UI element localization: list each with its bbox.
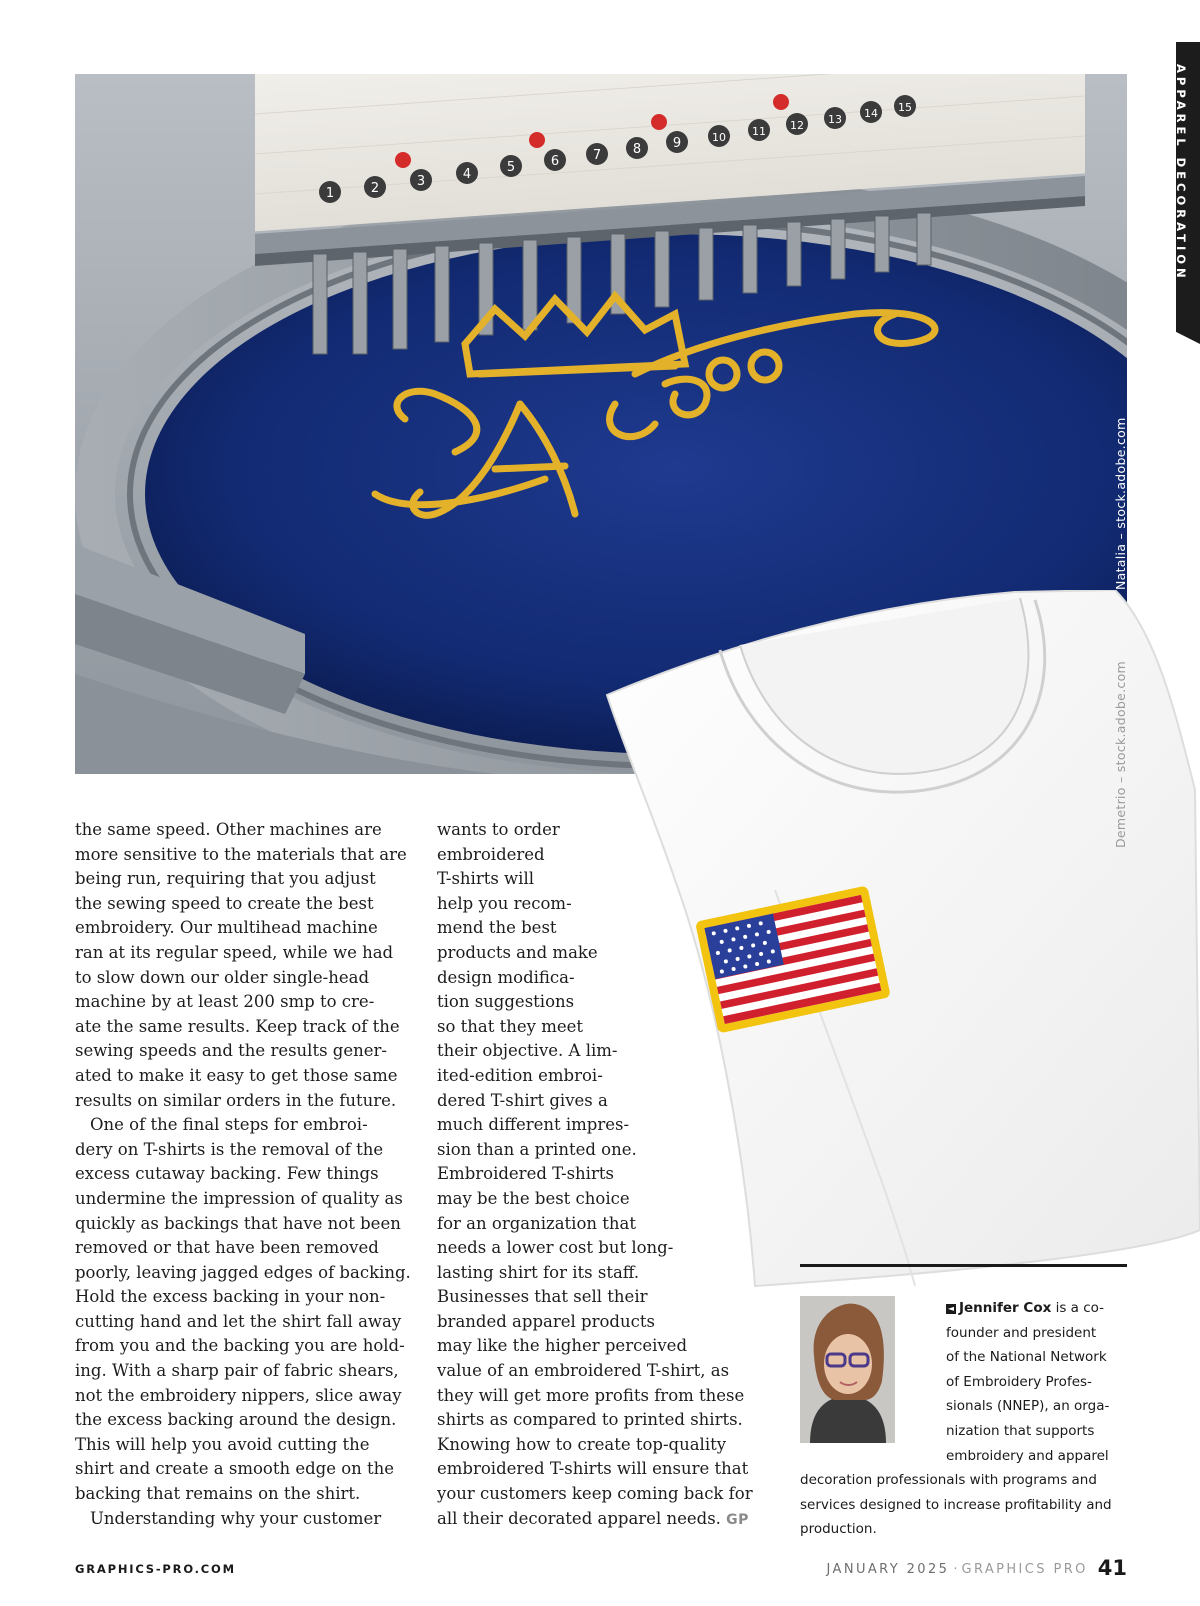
section-tab-label: APPAREL DECORATION — [1174, 64, 1188, 282]
text-line: for an organization that — [437, 1213, 636, 1233]
needle-number: 7 — [592, 148, 602, 163]
text-line: removed or that have been removed — [75, 1238, 379, 1258]
text-line: T-shirts will — [437, 869, 535, 889]
text-line: may be the best choice — [437, 1188, 630, 1208]
text-line: ran at its regular speed, while we had — [75, 942, 394, 962]
author-name: Jennifer Cox — [959, 1300, 1052, 1316]
needle-number: 5 — [506, 160, 516, 175]
text-line: results on similar orders in the future. — [75, 1090, 397, 1110]
footer-date: JANUARY 2025 — [826, 1562, 950, 1577]
text-line: lasting shirt for its staff. — [437, 1262, 640, 1282]
text-line: embroidered T-shirts will ensure that — [437, 1459, 749, 1479]
text-line: branded apparel products — [437, 1311, 655, 1331]
bio-line: founder and president — [946, 1324, 1097, 1341]
text-line: sion than a printed one. — [437, 1139, 637, 1159]
needle-number: 10 — [712, 131, 726, 144]
needle-number: 11 — [752, 125, 766, 138]
text-line: ate the same results. Keep track of the — [75, 1016, 400, 1036]
needle-number: 3 — [416, 174, 426, 189]
bio-line: decoration professionals with programs and — [800, 1472, 1097, 1489]
text-line: mend the best — [437, 918, 557, 938]
text-line: Knowing how to create top-quality — [437, 1434, 727, 1454]
text-line: excess cutaway backing. Few things — [75, 1164, 379, 1184]
text-line: shirt and create a smooth edge on the — [75, 1459, 395, 1479]
needle-number: 1 — [325, 186, 335, 201]
text-line: value of an embroidered T-shirt, as — [437, 1361, 730, 1381]
needle-number: 8 — [632, 142, 642, 157]
text-line: so that they meet — [437, 1016, 584, 1036]
text-line: products and make — [437, 942, 598, 962]
article-column-middle — [437, 818, 767, 1532]
bio-arrow-icon: ◄ — [947, 1304, 955, 1313]
text-line: design modifica- — [437, 967, 575, 987]
text-line: dered T-shirt gives a — [437, 1090, 608, 1110]
bio-line: of Embroidery Profes- — [946, 1373, 1092, 1390]
text-line: to slow down our older single-head — [75, 967, 370, 987]
needle-number: 14 — [864, 107, 878, 120]
text-line: dery on T-shirts is the removal of the — [75, 1139, 384, 1159]
footer-separator: · — [953, 1562, 958, 1577]
bio-line: nization that supports — [946, 1422, 1095, 1439]
text-line: This will help you avoid cutting the — [75, 1434, 370, 1454]
text-line: Embroidered T-shirts — [437, 1164, 614, 1184]
bio-line: production. — [800, 1521, 877, 1538]
text-line: the excess backing around the design. — [75, 1410, 397, 1430]
article-column-left — [75, 818, 411, 1531]
bio-line: embroidery and apparel — [946, 1447, 1109, 1464]
text-line: Understanding why your customer — [90, 1508, 382, 1528]
text-line: sewing speeds and the results gener- — [75, 1041, 387, 1061]
page-number: 41 — [1097, 1556, 1127, 1580]
bio-first-line — [946, 1296, 1112, 1321]
text-line: backing that remains on the shirt. — [75, 1484, 361, 1504]
text-line: machine by at least 200 smp to cre- — [75, 992, 375, 1012]
footer-site: GRAPHICS-PRO.COM — [75, 1562, 236, 1576]
bio-line: services designed to increase profitability and — [800, 1496, 1112, 1513]
text-line: may like the higher perceived — [437, 1336, 688, 1356]
text-line: ited-edition embroi- — [437, 1065, 603, 1085]
text-line: they will get more profits from these — [437, 1385, 745, 1405]
footer-folio — [827, 1556, 1127, 1580]
needle-number: 2 — [370, 181, 380, 196]
text-line: much different impres- — [437, 1115, 630, 1135]
text-line: more sensitive to the materials that are — [75, 844, 407, 864]
text-line: poorly, leaving jagged edges of backing. — [75, 1262, 411, 1282]
text-line: tion suggestions — [437, 992, 575, 1012]
text-line: Hold the excess backing in your non- — [75, 1287, 386, 1307]
needle-number: 15 — [898, 101, 912, 114]
text-line: Businesses that sell their — [437, 1287, 648, 1307]
text-line: shirts as compared to printed shirts. — [437, 1410, 743, 1430]
author-bio — [800, 1296, 1112, 1542]
text-line: from you and the backing you are hold- — [75, 1336, 405, 1356]
text-line: the sewing speed to create the best — [75, 893, 374, 913]
needle-number: 12 — [790, 119, 804, 132]
needle-number: 4 — [462, 167, 472, 182]
needle-number: 13 — [828, 113, 842, 126]
bio-line: of the National Network — [946, 1349, 1107, 1366]
text-line: undermine the impression of quality as — [75, 1188, 403, 1208]
text-line: embroidery. Our multihead machine — [75, 918, 378, 938]
text-line: their objective. A lim- — [437, 1041, 618, 1061]
text-line: all their decorated apparel needs. — [437, 1508, 721, 1528]
text-line: not the embroidery nippers, slice away — [75, 1385, 402, 1405]
bio-line: sionals (NNEP), an orga- — [946, 1398, 1110, 1415]
text-line: your customers keep coming back for — [437, 1484, 753, 1504]
bio-line: is a co- — [1055, 1300, 1105, 1316]
text-line: the same speed. Other machines are — [75, 820, 382, 839]
needle-number: 9 — [672, 136, 682, 151]
text-line: cutting hand and let the shirt fall away — [75, 1311, 402, 1331]
photo-credit-embroidery: Natalia – stock.adobe.com — [1113, 417, 1128, 590]
text-line: help you recom- — [437, 893, 572, 913]
photo-credit-tshirt: Demetrio – stock.adobe.com — [1113, 660, 1128, 848]
end-mark: GP — [726, 1511, 749, 1528]
bio-divider — [800, 1264, 1127, 1267]
text-line: wants to order — [437, 820, 560, 839]
text-line: being run, requiring that you adjust — [75, 869, 376, 889]
text-line: ing. With a sharp pair of fabric shears, — [75, 1361, 399, 1381]
author-photo — [800, 1296, 895, 1443]
text-line: quickly as backings that have not been — [75, 1213, 401, 1233]
author-portrait — [800, 1296, 895, 1443]
text-line: needs a lower cost but long- — [437, 1238, 674, 1258]
text-line: ated to make it easy to get those same — [75, 1065, 398, 1085]
footer-magazine: GRAPHICS PRO — [961, 1562, 1088, 1577]
text-line: embroidered — [437, 844, 545, 864]
text-line-last — [437, 1507, 767, 1533]
needle-number: 6 — [550, 154, 560, 169]
text-line: One of the final steps for embroi- — [90, 1115, 368, 1135]
